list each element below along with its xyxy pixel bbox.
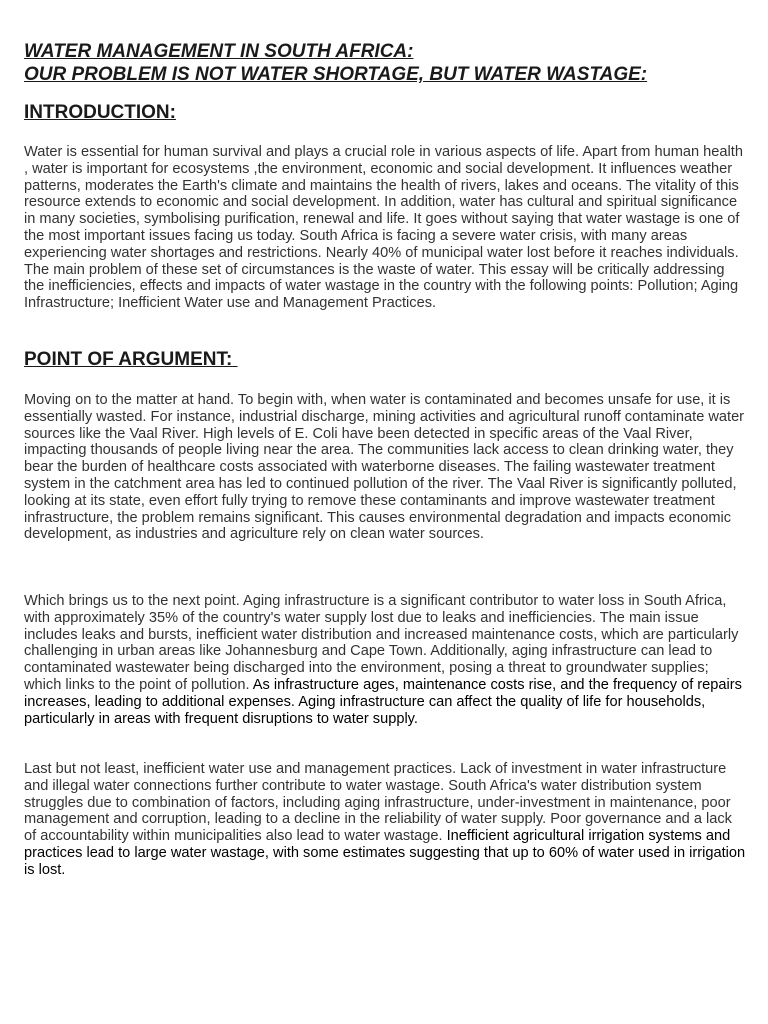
management-paragraph xyxy=(24,761,746,879)
infrastructure-text: Which brings us to the next point. Aging infrastructure is a significant contributor to water loss in South Africa, with approximately 35% of the country's water supply lost due to leaks and inefficiencies. The main issue includes leaks and bursts, inefficient water distribution and increased maintenance costs, which are particularly challenging in urban areas like Johannesburg and Cape Town. Additionally, aging infrastructure can lead to contaminated wastewater being discharged into the environment, posing a threat to groundwater supplies; which links to the point of pollution. xyxy=(24,593,739,693)
title-line-1: WATER MANAGEMENT IN SOUTH AFRICA: xyxy=(24,41,414,62)
management-text-emphasis: Inefficient agricultural irrigation systems and practices lead to large water wastage, with some estimates suggesting that up to 60% of water used in irrigation is lost. xyxy=(24,828,746,878)
introduction-heading: INTRODUCTION: xyxy=(24,102,176,123)
management-text: Last but not least, inefficient water use and management practices. Lack of investment in water infrastructure and illegal water connections further contribute to water wastage. South Africa's water distribution system struggles due to combination of factors, including aging infrastructure, under-investment in maintenance, poor management and corruption, leading to a decline in the reliability of water supply. Poor governance and a lack of accountability within municipalities also lead to water wastage. xyxy=(24,761,732,845)
argument-heading: POINT OF ARGUMENT: xyxy=(24,349,238,370)
introduction-paragraph: Water is essential for human survival and plays a crucial role in various aspects of life. Apart from human health , water is important for ecosystems ,the environment, economic and social development. It influences weather patterns, moderates the Earth's climate and maintains the health of rivers, lakes and oceans. The vitality of this resource extends to economic and social development. In addition, water has cultural and spiritual significance in many societies, symbolising purification, renewal and life. It goes without saying that water wastage is one of the most important issues facing us today. South Africa is facing a severe water crisis, with many areas experiencing water shortages and restrictions. Nearly 40% of municipal water lost before it reaches individuals. The main problem of these set of circumstances is the waste of water. This essay will be critically addressing the inefficiencies, effects and impacts of water wastage in the country with the following points: Pollution; Aging Infrastructure; Inefficient Water use and Management Practices. xyxy=(24,144,743,312)
document-title xyxy=(24,40,647,86)
infrastructure-text-emphasis: As infrastructure ages, maintenance costs rise, and the frequency of repairs increases, leading to additional expenses. Aging infrastructure can affect the quality of life for households, particularly in areas with frequent disruptions to water supply. xyxy=(24,676,742,727)
pollution-paragraph: Moving on to the matter at hand. To begin with, when water is contaminated and becomes unsafe for use, it is essentially wasted. For instance, industrial discharge, mining activities and agricultural runoff contaminate water sources like the Vaal River. High levels of E. Coli have been detected in specific areas of the Vaal River, impacting thousands of people living near the area. The communities lack access to clean drinking water, they bear the burden of healthcare costs associated with waterborne diseases. The failing wastewater treatment system in the catchment area has led to continued pollution of the river. The Vaal River is significantly polluted, looking at its state, even effort fully trying to remove these contaminants and improve wastewater treatment infrastructure, the problem remains significant. This causes environmental degradation and impacts economic development, as industries and agriculture rely on clean water sources. xyxy=(24,392,745,543)
infrastructure-paragraph xyxy=(24,593,746,727)
title-line-2: OUR PROBLEM IS NOT WATER SHORTAGE, BUT WATER WASTAGE: xyxy=(24,64,648,85)
